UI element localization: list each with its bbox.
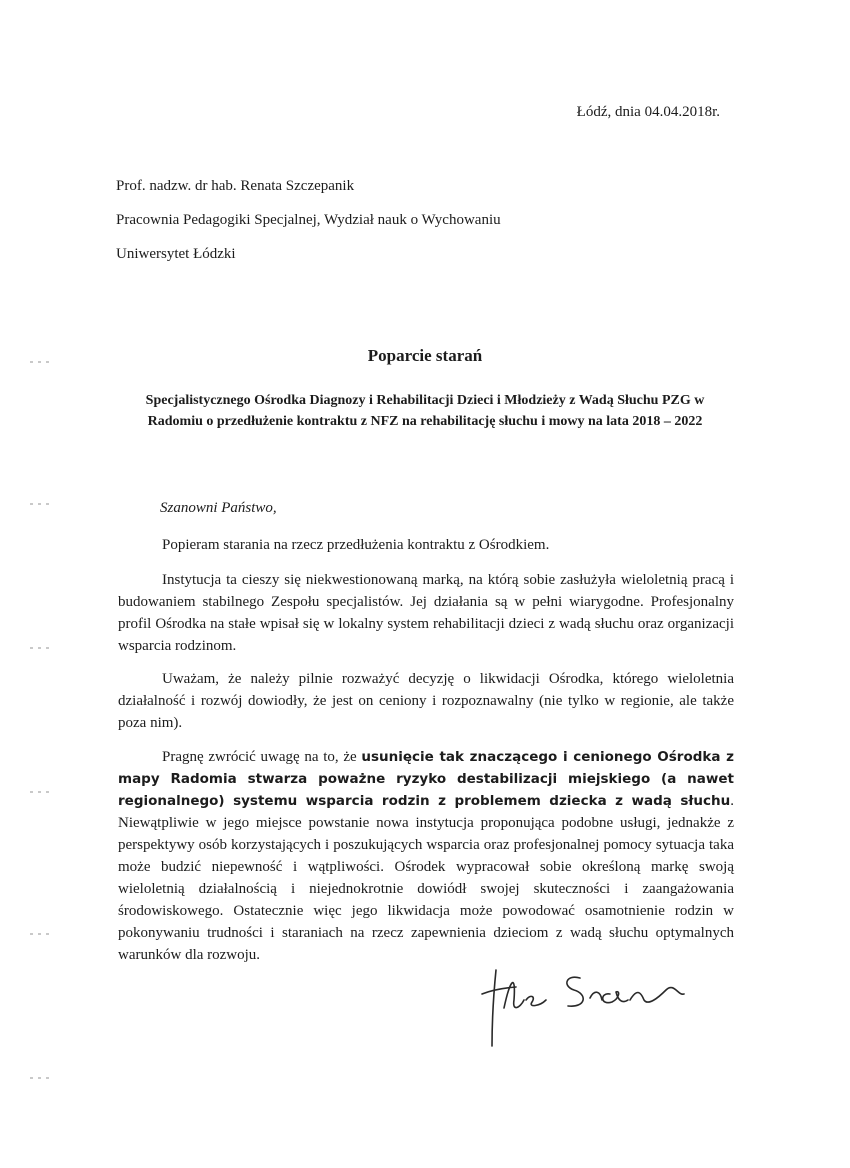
recipient-university: Uniwersytet Łódzki <box>116 246 236 262</box>
scan-margin-mark <box>30 1066 64 1069</box>
scan-margin-mark <box>30 492 64 495</box>
scan-margin-mark <box>30 780 64 783</box>
letter-title: Poparcie starań <box>367 346 483 365</box>
letter-greeting: Szanowni Państwo, <box>160 500 277 516</box>
recipient-name: Prof. nadzw. dr hab. Renata Szczepanik <box>116 178 355 194</box>
letter-subtitle: Specjalistycznego Ośrodka Diagnozy i Rehabilitacji Dzieci i Młodzieży z Wadą Słuchu PZG w Radomiu o przedłużenie kontraktu z NFZ na rehabilitację słuchu i mowy na lata 2018 – 2022 <box>145 393 705 429</box>
paragraph-4 <box>118 746 734 966</box>
scan-margin-mark <box>30 636 64 639</box>
paragraph-4-end: . Niewątpliwie w jego miejsce powstanie nowa instytucja proponująca podobne usługi, jednakże z perspektywy osób korzystających i poszukujących wsparcia oraz profesjonalnej pomocy sytuacja taka może budzić niepewność i wątpliwości. Ośrodek wypracował sobie określoną markę swoją wieloletnią działalnością i niejednokrotnie dowiódł swojej skuteczności i zaangażowania środowiskowego. Ostatecznie więc jego likwidacja może powodować osamotnienie rodzin w pokonywaniu trudności i staraniach na rzecz zapewnienia dzieciom z wadą słuchu optymalnych warunków dla rozwoju. <box>118 793 734 963</box>
paragraph-4-start: Pragnę zwrócić uwagę na to, że <box>162 749 362 765</box>
paragraph-2: Instytucja ta cieszy się niekwestionowaną marką, na którą sobie zasłużyła wieloletnią pracą i budowaniem stabilnego Zespołu specjalistów. Jej działania są w pełni wiarygodne. Profesjonalny profil Ośrodka na stałe wpisał się w lokalny system rehabilitacji dzieci z wadą słuchu oraz organizacji wsparcia rodzinom. <box>118 572 734 654</box>
recipient-department: Pracownia Pedagogiki Specjalnej, Wydział nauk o Wychowaniu <box>116 212 501 228</box>
letter-date: Łódź, dnia 04.04.2018r. <box>576 104 720 120</box>
paragraph-4-emphasis: usunięcie tak znaczącego i cenionego Ośrodka z mapy Radomia stwarza poważne ryzyko destabilizacji miejskiego (a nawet regionalnego) systemu wsparcia rodzin z problemem dziecka z wadą słuchu <box>118 749 734 809</box>
paragraph-3: Uważam, że należy pilnie rozważyć decyzję o likwidacji Ośrodka, którego wieloletnia działalność i rozwój dowiodły, że jest on ceniony i rozpoznawalny (nie tylko w regionie, ale także poza nim). <box>118 671 734 731</box>
handwritten-signature <box>470 960 730 1050</box>
scan-margin-mark <box>30 922 64 925</box>
paragraph-1: Popieram starania na rzecz przedłużenia kontraktu z Ośrodkiem. <box>162 537 550 553</box>
